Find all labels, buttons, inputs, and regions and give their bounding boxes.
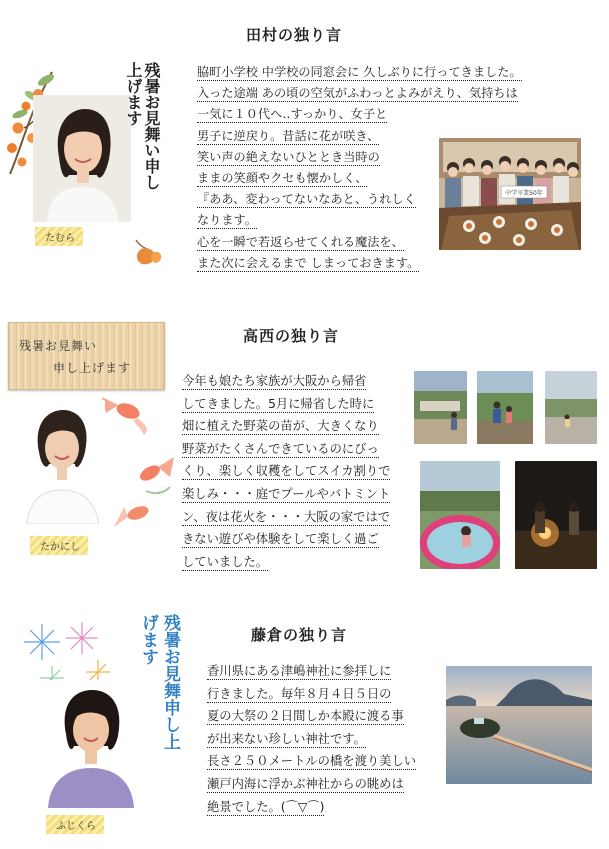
greeting-line-2: 申し上げます	[53, 361, 132, 375]
greeting-calligraphy-tamura: 残暑お見舞い申し上げます	[124, 62, 161, 190]
text-line: ままの笑顔やクセも懐かしく、	[197, 171, 368, 186]
text-line: 長さ２５０メートルの橋を渡り美しい	[207, 754, 417, 769]
text-line: 瀬戸内海に浮かぶ神社からの眺めは	[207, 776, 404, 791]
body-text-fujikura	[207, 660, 437, 818]
text-line: 野菜がたくさんできているのにびっ	[182, 441, 379, 456]
text-line: 男子に逆戻り。昔話に花が咲き、	[197, 128, 380, 143]
text-line: してきました。5月に帰省した時に	[182, 396, 375, 411]
greeting-board-takanishi	[8, 322, 165, 390]
family-photo-2	[477, 371, 533, 444]
text-line: 心を一瞬で若返らせてくれる魔法を、	[197, 234, 404, 249]
text-line: 畑に植えた野菜の苗が、大きくなり	[182, 419, 379, 434]
text-line: また次に会えるまで しまっておきます。	[197, 255, 420, 270]
text-line: 一気に１０代へ‥すっかり、女子と	[197, 107, 388, 122]
text-line: 夏の大祭の２日間しか本殿に渡る事	[207, 709, 404, 724]
section-title-takanishi: 高西の独り言	[243, 327, 340, 345]
lantern-plant-illustration	[130, 238, 164, 266]
portrait-takanishi	[19, 400, 105, 524]
family-photo-3	[545, 371, 597, 444]
family-photo-1	[414, 371, 467, 444]
portrait-tamura	[33, 95, 131, 222]
greeting-line-1: 残暑お見舞い	[19, 339, 98, 353]
text-line: 笑い声の絶えないひととき当時の	[197, 149, 380, 164]
reunion-photo	[439, 138, 581, 250]
text-line: 行きました。毎年８月４日５日の	[207, 686, 392, 701]
name-label-takanishi: たかにし	[30, 536, 88, 555]
name-label-fujikura: ふじくら	[46, 815, 104, 834]
text-line: 『ああ、変わってないなあと、うれしく	[197, 192, 416, 207]
fireworks-photo	[515, 461, 597, 569]
text-line: きない遊びや体験をして楽しく過ご	[182, 532, 379, 547]
portrait-fujikura	[38, 680, 144, 808]
text-line: ン、夜は花火を・・・大阪の家ではで	[182, 509, 391, 524]
greeting-calligraphy-fujikura: 残暑お見舞申し上げます	[138, 614, 180, 750]
section-title-fujikura: 藤倉の独り言	[251, 626, 348, 644]
section-title-tamura: 田村の独り言	[246, 26, 343, 44]
text-line: なります。	[197, 213, 257, 228]
text-line: 脇町小学校 中学校の同窓会に 久しぶりに行ってきました。	[197, 65, 522, 79]
pool-photo	[420, 461, 500, 569]
tsushima-shrine-photo	[446, 666, 592, 784]
body-text-takanishi	[182, 370, 412, 573]
text-line: が出来ない珍しい神社です。	[207, 731, 366, 746]
text-line: 香川県にある津嶋神社に参拝しに	[207, 664, 392, 678]
text-line: くり、楽しく収穫をしてスイカ割りで	[182, 464, 391, 479]
text-line: 今年も娘たち家族が大阪から帰省	[182, 374, 367, 388]
text-line: していました。	[182, 554, 269, 569]
text-line: 絶景でした。(⌒▽⌒)	[207, 799, 325, 814]
reunion-sign-text: 中学卒業50年	[505, 190, 543, 197]
text-line: 楽しみ・・・庭でプールやバトミント	[182, 486, 391, 501]
name-label-tamura: たむら	[35, 227, 83, 246]
goldfish-illustration	[100, 395, 178, 535]
text-line: 入った途端 あの頃の空気がふわっとよみがえり、気持ちは	[197, 86, 518, 101]
